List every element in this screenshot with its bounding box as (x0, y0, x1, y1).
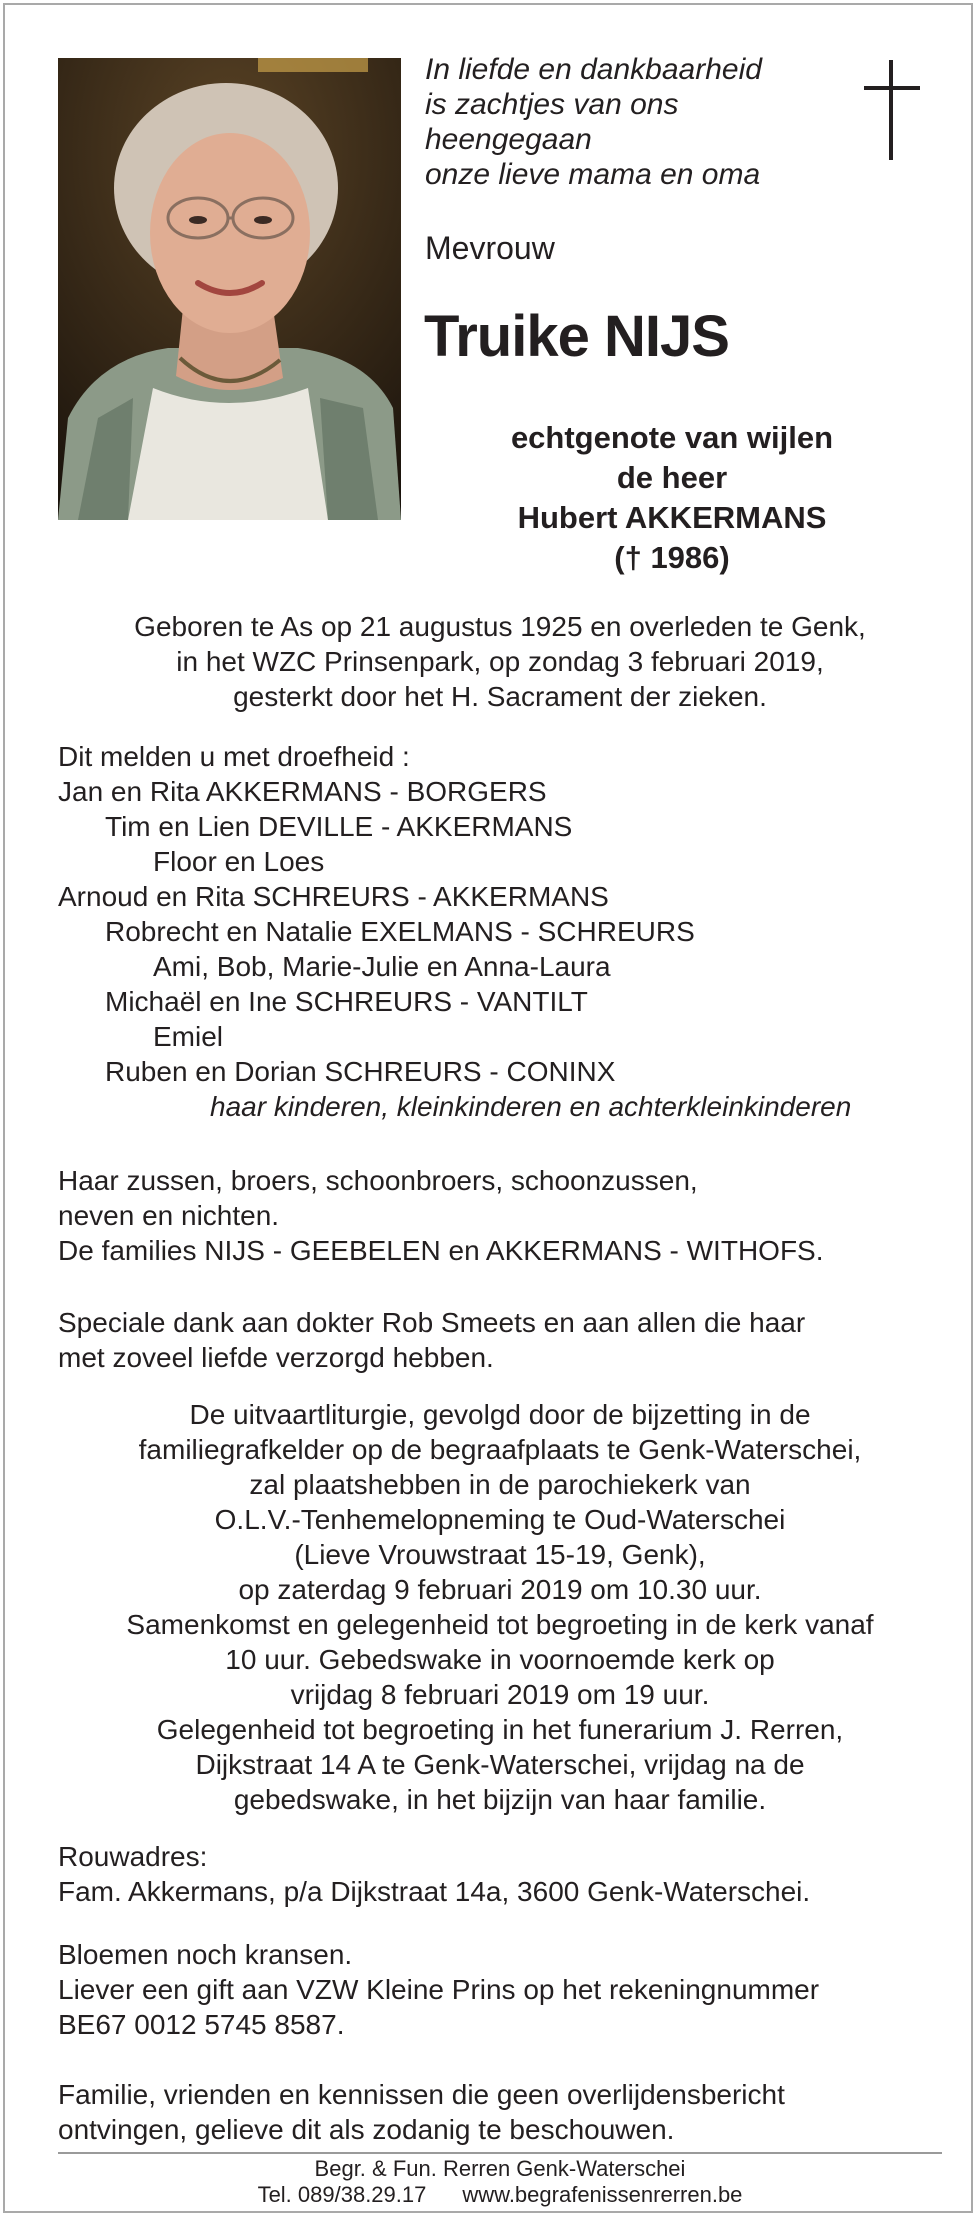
family-line: Emiel (153, 1021, 224, 1052)
birth-line: gesterkt door het H. Sacrament der zieken. (233, 681, 767, 712)
flowers-line: Liever een gift aan VZW Kleine Prins op het rekeningnummer (58, 1974, 820, 2005)
funeral-line: O.L.V.-Tenhemelopneming te Oud-Waterschei (214, 1504, 786, 1535)
spouse-block (420, 418, 924, 578)
closing-line: ontvingen, gelieve dit als zodanig te beschouwen. (58, 2114, 675, 2145)
thanks-text (58, 1305, 942, 1375)
spouse-line: echtgenote van wijlen (510, 420, 834, 455)
funeral-line: Gelegenheid tot begroeting in het funerarium J. Rerren, (156, 1714, 844, 1745)
family-line: Arnoud en Rita SCHREURS - AKKERMANS (58, 881, 609, 912)
intro-line: onze lieve mama en oma (425, 158, 761, 191)
funeral-details (58, 1397, 942, 1817)
title-prefix: Mevrouw (425, 230, 555, 266)
relatives-line: De families NIJS - GEEBELEN en AKKERMANS - WITHOFS. (58, 1235, 824, 1266)
relatives-line: Haar zussen, broers, schoonbroers, schoonzussen, (58, 1165, 698, 1196)
closing-line: Familie, vrienden en kennissen die geen overlijdensbericht (58, 2079, 785, 2110)
family-line: Ruben en Dorian SCHREURS - CONINX (105, 1056, 616, 1087)
family-intro: Dit melden u met droefheid : (58, 741, 410, 772)
cross-icon (864, 60, 920, 160)
thanks-line: met zoveel liefde verzorgd hebben. (58, 1342, 494, 1373)
address-label: Rouwadres: (58, 1841, 208, 1872)
footer-website[interactable]: www.begrafenissenrerren.be (462, 2182, 743, 2207)
address-value: Fam. Akkermans, p/a Dijkstraat 14a, 3600 Genk-Waterschei. (58, 1876, 811, 1907)
flowers-text (58, 1937, 942, 2042)
closing-text (58, 2077, 942, 2147)
family-line: Jan en Rita AKKERMANS - BORGERS (58, 776, 547, 807)
footer-contact (58, 2182, 942, 2208)
birth-death-text (58, 609, 942, 714)
funeral-line: vrijdag 8 februari 2019 om 19 uur. (290, 1679, 710, 1710)
family-caption: haar kinderen, kleinkinderen en achterkleinkinderen (210, 1091, 852, 1122)
family-line: Floor en Loes (153, 846, 325, 877)
family-line: Robrecht en Natalie EXELMANS - SCHREURS (105, 916, 695, 947)
spouse-line: Hubert AKKERMANS (517, 500, 827, 535)
family-line: Michaël en Ine SCHREURS - VANTILT (105, 986, 588, 1017)
relatives-line: neven en nichten. (58, 1200, 280, 1231)
thanks-line: Speciale dank aan dokter Rob Smeets en aan allen die haar (58, 1307, 806, 1338)
funeral-line: gebedswake, in het bijzijn van haar familie. (233, 1784, 767, 1815)
flowers-line: Bloemen noch kransen. (58, 1939, 353, 1970)
family-list (58, 739, 942, 1124)
relatives-text (58, 1163, 942, 1268)
footer-phone: Tel. 089/38.29.17 (257, 2182, 427, 2207)
deceased-name: Truike NIJS (424, 304, 729, 369)
spouse-line: († 1986) (614, 540, 730, 575)
intro-line: heengegaan (425, 123, 592, 156)
spouse-line: de heer (616, 460, 728, 495)
portrait-photo (58, 58, 401, 520)
birth-line: in het WZC Prinsenpark, op zondag 3 februari 2019, (176, 646, 824, 677)
family-line: Tim en Lien DEVILLE - AKKERMANS (105, 811, 573, 842)
footer-divider (58, 2152, 942, 2154)
funeral-line: De uitvaartliturgie, gevolgd door de bijzetting in de (189, 1399, 811, 1430)
funeral-line: op zaterdag 9 februari 2019 om 10.30 uur. (238, 1574, 762, 1605)
birth-line: Geboren te As op 21 augustus 1925 en overleden te Genk, (134, 611, 866, 642)
footer-company: Begr. & Fun. Rerren Genk-Waterschei (314, 2156, 686, 2181)
funeral-line: zal plaatshebben in de parochiekerk van (249, 1469, 751, 1500)
funeral-line: Samenkomst en gelegenheid tot begroeting in de kerk vanaf (126, 1609, 874, 1640)
intro-line: In liefde en dankbaarheid (425, 53, 762, 86)
funeral-line: Dijkstraat 14 A te Genk-Waterschei, vrijdag na de (195, 1749, 805, 1780)
family-line: Ami, Bob, Marie-Julie en Anna-Laura (153, 951, 611, 982)
intro-line: is zachtjes van ons (425, 88, 679, 121)
funeral-line: 10 uur. Gebedswake in voornoemde kerk op (225, 1644, 775, 1675)
funeral-line: familiegrafkelder op de begraafplaats te Genk-Waterschei, (138, 1434, 862, 1465)
portrait-illustration (58, 58, 401, 520)
funeral-line: (Lieve Vrouwstraat 15-19, Genk), (294, 1539, 706, 1570)
intro-verse (425, 52, 845, 192)
footer (58, 2156, 942, 2208)
flowers-line: BE67 0012 5745 8587. (58, 2009, 345, 2040)
mourning-address (58, 1839, 942, 1909)
